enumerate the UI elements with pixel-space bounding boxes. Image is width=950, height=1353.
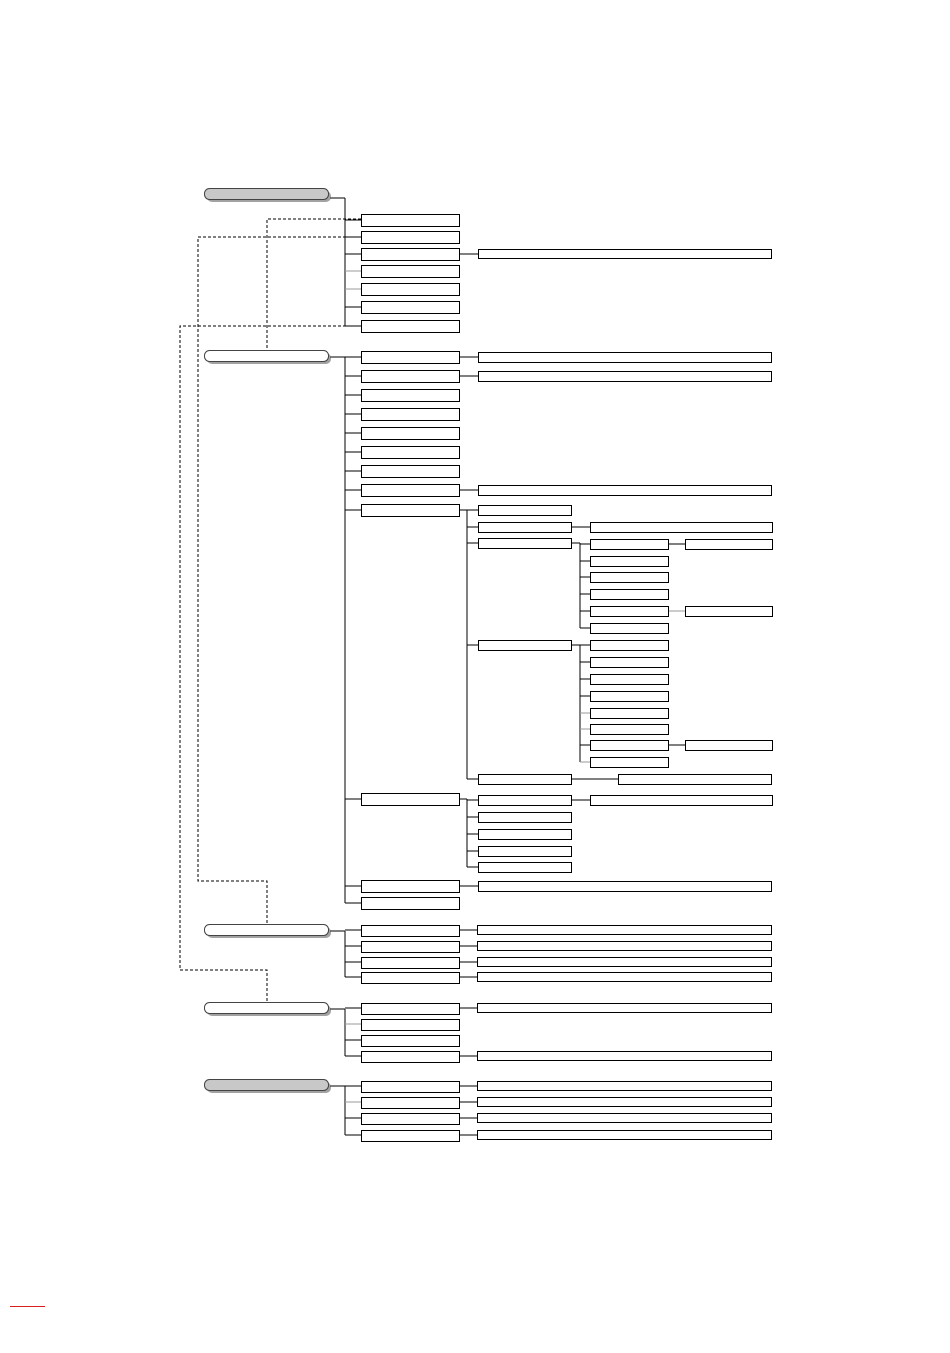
menu-item-box: [686, 741, 773, 751]
menu-item-box: [362, 485, 460, 497]
menu-item-box: [362, 284, 460, 296]
menu-item-box: [362, 371, 460, 383]
menu-item-box: [362, 266, 460, 278]
menu-item-box: [478, 926, 772, 935]
menu-item-box: [362, 466, 460, 478]
menu-item-box: [362, 1004, 460, 1015]
menu-tab: [205, 189, 329, 200]
dashed-cross-link: [180, 326, 361, 1004]
menu-item-box: [591, 692, 669, 702]
menu-item-box: [591, 557, 669, 567]
menu-item-box: [479, 506, 572, 516]
menu-item-box: [686, 540, 773, 550]
menu-item-box: [362, 447, 460, 459]
menu-item-box: [479, 539, 572, 549]
menu-item-box: [479, 486, 772, 496]
menu-item-box: [478, 1131, 772, 1140]
menu-item-box: [591, 675, 669, 685]
menu-item-box: [362, 794, 460, 806]
page-corner-mark: [10, 1306, 45, 1307]
cross-link-dashed-lines: [180, 219, 361, 1004]
menu-item-box: [479, 250, 772, 259]
menu-tab: [205, 1080, 329, 1091]
menu-item-box: [591, 607, 669, 617]
menu-item-box: [479, 523, 572, 533]
menu-item-box: [591, 624, 669, 634]
menu-item-box: [362, 1020, 460, 1031]
menu-item-box: [362, 390, 460, 402]
menu-item-box: [478, 1082, 772, 1091]
menu-item-box: [479, 830, 572, 840]
menu-item-box: [362, 428, 460, 440]
menu-item-box: [479, 847, 572, 857]
menu-item-box: [362, 942, 460, 953]
menu-item-box: [479, 796, 572, 806]
menu-item-box: [362, 1082, 460, 1093]
menu-tabs: [205, 189, 332, 1094]
menu-item-box: [478, 973, 772, 982]
menu-item-box: [479, 372, 772, 382]
menu-item-box: [479, 641, 572, 651]
menu-tab: [205, 351, 329, 362]
menu-item-box: [478, 1004, 772, 1013]
menu-item-box: [479, 882, 772, 892]
menu-item-box: [362, 881, 460, 893]
menu-item-box: [479, 863, 572, 873]
menu-item-box: [362, 505, 460, 517]
menu-item-boxes: [362, 215, 773, 1142]
menu-item-box: [591, 658, 669, 668]
menu-item-box: [591, 709, 669, 719]
menu-item-box: [362, 1098, 460, 1109]
menu-item-box: [362, 321, 460, 333]
menu-item-box: [478, 958, 772, 967]
menu-item-box: [362, 1131, 460, 1142]
menu-item-box: [362, 958, 460, 969]
menu-tab: [205, 925, 329, 936]
menu-item-box: [479, 775, 572, 785]
menu-item-box: [478, 1114, 772, 1123]
menu-item-box: [362, 898, 460, 910]
dashed-cross-link: [198, 237, 361, 926]
menu-item-box: [591, 523, 773, 533]
menu-item-box: [591, 540, 669, 550]
menu-item-box: [591, 741, 669, 751]
menu-item-box: [362, 1036, 460, 1047]
menu-item-box: [591, 573, 669, 583]
menu-item-box: [362, 249, 460, 261]
dashed-cross-link: [267, 219, 361, 352]
menu-item-box: [362, 926, 460, 937]
menu-item-box: [479, 813, 572, 823]
menu-item-box: [478, 1098, 772, 1107]
menu-item-box: [362, 302, 460, 314]
menu-item-box: [591, 590, 669, 600]
menu-item-box: [362, 1114, 460, 1125]
menu-item-box: [362, 215, 460, 227]
menu-item-box: [591, 758, 669, 768]
menu-item-box: [362, 232, 460, 244]
menu-item-box: [362, 409, 460, 421]
menu-item-box: [478, 1052, 772, 1061]
menu-item-box: [686, 607, 773, 617]
menu-item-box: [619, 775, 772, 785]
menu-item-box: [362, 352, 460, 364]
menu-item-box: [362, 973, 460, 984]
menu-item-box: [478, 942, 772, 951]
menu-item-box: [362, 1052, 460, 1063]
menu-item-box: [479, 353, 772, 363]
menu-item-box: [591, 641, 669, 651]
menu-item-box: [591, 725, 669, 735]
menu-item-box: [591, 796, 773, 806]
menu-tab: [205, 1003, 329, 1014]
